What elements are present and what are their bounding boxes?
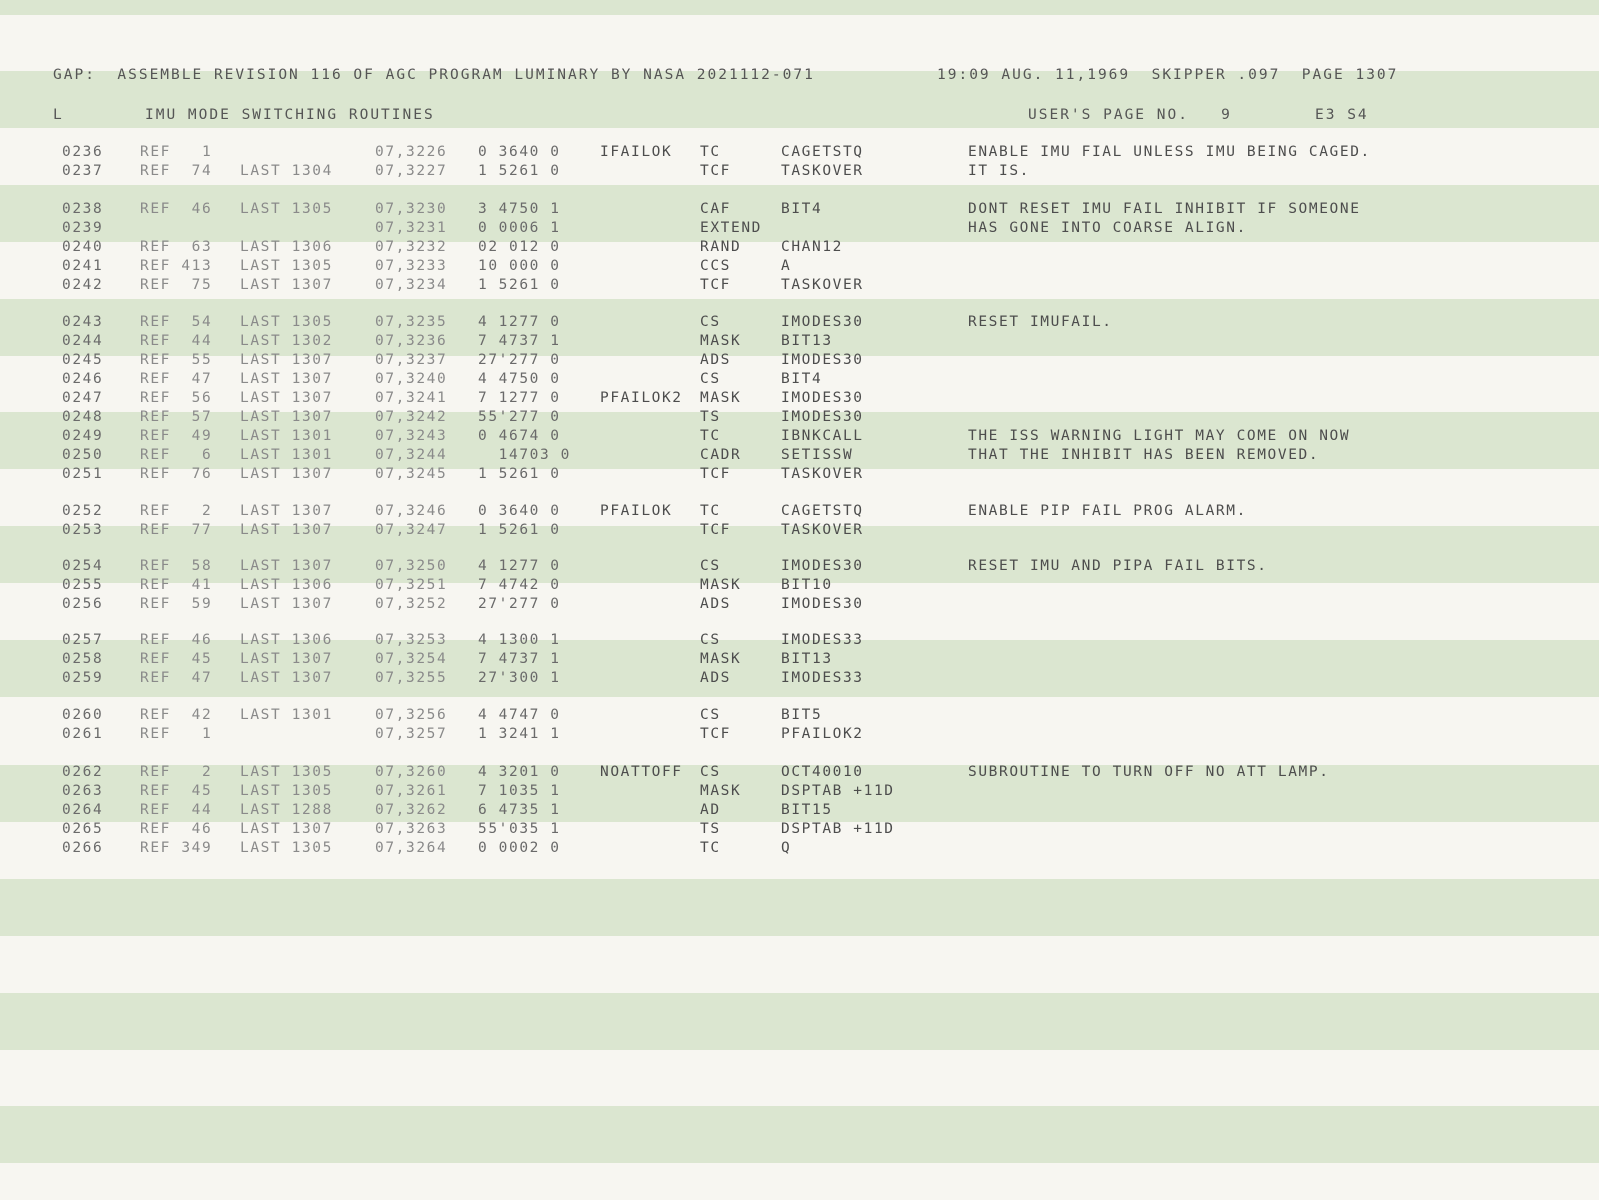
row-operand: CAGETSTQ (781, 503, 864, 519)
row-octal: 27'277 0 (478, 352, 561, 368)
row-comment: RESET IMUFAIL. (968, 314, 1113, 330)
row-line: 0258 (62, 651, 104, 667)
row-last: LAST 1288 (240, 802, 333, 818)
listing-row (0, 576, 1599, 595)
row-ref: REF 1 (140, 144, 213, 160)
row-op: TCF (700, 466, 731, 482)
row-last: LAST 1307 (240, 466, 333, 482)
row-line: 0249 (62, 428, 104, 444)
listing-row (0, 521, 1599, 540)
row-ref: REF 54 (140, 314, 213, 330)
listing-row (0, 313, 1599, 332)
row-last: LAST 1305 (240, 258, 333, 274)
row-octal: 0 4674 0 (478, 428, 561, 444)
row-comment: THE ISS WARNING LIGHT MAY COME ON NOW (968, 428, 1351, 444)
row-op: MASK (700, 783, 742, 799)
row-ref: REF 44 (140, 802, 213, 818)
row-ref: REF 59 (140, 596, 213, 612)
row-operand: TASKOVER (781, 277, 864, 293)
row-last: LAST 1301 (240, 447, 333, 463)
row-octal: 0 3640 0 (478, 503, 561, 519)
row-op: TCF (700, 522, 731, 538)
row-line: 0245 (62, 352, 104, 368)
paper-band (0, 1106, 1599, 1163)
row-octal: 4 1277 0 (478, 558, 561, 574)
row-octal: 7 4737 1 (478, 651, 561, 667)
row-operand: DSPTAB +11D (781, 783, 895, 799)
row-line: 0237 (62, 163, 104, 179)
row-line: 0251 (62, 466, 104, 482)
listing-row (0, 782, 1599, 801)
row-line: 0255 (62, 577, 104, 593)
row-octal: 0 0006 1 (478, 220, 561, 236)
listing-row (0, 257, 1599, 276)
row-last: LAST 1307 (240, 651, 333, 667)
row-addr: 07,3231 (375, 220, 448, 236)
row-last: LAST 1307 (240, 390, 333, 406)
row-octal: 02 012 0 (478, 239, 561, 255)
row-op: CS (700, 314, 721, 330)
row-addr: 07,3247 (375, 522, 448, 538)
listing-row (0, 631, 1599, 650)
row-ref: REF 46 (140, 201, 213, 217)
listing-row (0, 351, 1599, 370)
row-octal: 6 4735 1 (478, 802, 561, 818)
row-operand: IMODES30 (781, 352, 864, 368)
row-octal: 0 3640 0 (478, 144, 561, 160)
row-ref: REF 2 (140, 503, 213, 519)
row-operand: PFAILOK2 (781, 726, 864, 742)
row-op: CADR (700, 447, 742, 463)
row-line: 0261 (62, 726, 104, 742)
row-last: LAST 1306 (240, 239, 333, 255)
row-comment: THAT THE INHIBIT HAS BEEN REMOVED. (968, 447, 1320, 463)
row-last: LAST 1306 (240, 577, 333, 593)
row-last: LAST 1305 (240, 764, 333, 780)
listing-row (0, 502, 1599, 521)
row-op: CCS (700, 258, 731, 274)
listing-row (0, 219, 1599, 238)
row-addr: 07,3256 (375, 707, 448, 723)
row-operand: BIT10 (781, 577, 833, 593)
row-ref: REF 42 (140, 707, 213, 723)
row-operand: Q (781, 840, 792, 856)
row-op: TC (700, 503, 721, 519)
row-operand: BIT13 (781, 333, 833, 349)
row-octal: 3 4750 1 (478, 201, 561, 217)
listing-row (0, 706, 1599, 725)
row-last: LAST 1305 (240, 314, 333, 330)
row-last: LAST 1307 (240, 409, 333, 425)
listing-row (0, 427, 1599, 446)
row-octal: 7 1277 0 (478, 390, 561, 406)
row-comment: ENABLE PIP FAIL PROG ALARM. (968, 503, 1247, 519)
row-last: LAST 1301 (240, 707, 333, 723)
row-operand: IMODES30 (781, 558, 864, 574)
row-octal: 7 4742 0 (478, 577, 561, 593)
row-line: 0241 (62, 258, 104, 274)
row-ref: REF 76 (140, 466, 213, 482)
row-line: 0250 (62, 447, 104, 463)
listing-header (0, 66, 1599, 85)
header-timestamp-page: 19:09 AUG. 11,1969 SKIPPER .097 PAGE 1307 (937, 67, 1399, 83)
row-op: TS (700, 409, 721, 425)
row-operand: CAGETSTQ (781, 144, 864, 160)
row-operand: OCT40010 (781, 764, 864, 780)
row-last: LAST 1307 (240, 596, 333, 612)
row-op: RAND (700, 239, 742, 255)
row-operand: IMODES30 (781, 390, 864, 406)
row-operand: BIT5 (781, 707, 823, 723)
listing-row (0, 839, 1599, 858)
row-op: CS (700, 632, 721, 648)
row-comment: HAS GONE INTO COARSE ALIGN. (968, 220, 1247, 236)
row-ref: REF 2 (140, 764, 213, 780)
listing-row (0, 408, 1599, 427)
row-addr: 07,3245 (375, 466, 448, 482)
row-operand: IMODES33 (781, 632, 864, 648)
row-ref: REF 46 (140, 821, 213, 837)
row-op: CS (700, 707, 721, 723)
row-octal: 1 5261 0 (478, 163, 561, 179)
row-label: PFAILOK (600, 503, 673, 519)
row-operand: IMODES30 (781, 314, 864, 330)
row-octal: 1 5261 0 (478, 466, 561, 482)
row-octal: 10 000 0 (478, 258, 561, 274)
row-op: MASK (700, 390, 742, 406)
row-operand: TASKOVER (781, 163, 864, 179)
row-addr: 07,3250 (375, 558, 448, 574)
row-ref: REF 6 (140, 447, 213, 463)
listing-row (0, 276, 1599, 295)
row-line: 0239 (62, 220, 104, 236)
subheader-code: E3 S4 (1315, 107, 1369, 123)
row-comment: ENABLE IMU FIAL UNLESS IMU BEING CAGED. (968, 144, 1371, 160)
row-last: LAST 1307 (240, 670, 333, 686)
row-ref: REF 74 (140, 163, 213, 179)
row-last: LAST 1304 (240, 163, 333, 179)
row-ref: REF 49 (140, 428, 213, 444)
row-last: LAST 1307 (240, 821, 333, 837)
listing-row (0, 332, 1599, 351)
paper-band (0, 879, 1599, 936)
row-operand: TASKOVER (781, 522, 864, 538)
row-addr: 07,3226 (375, 144, 448, 160)
row-comment: IT IS. (968, 163, 1030, 179)
row-label: NOATTOFF (600, 764, 683, 780)
row-line: 0257 (62, 632, 104, 648)
row-addr: 07,3237 (375, 352, 448, 368)
header-assembly-title: GAP: ASSEMBLE REVISION 116 OF AGC PROGRAM LUMINARY BY NASA 2021112-071 (53, 67, 815, 83)
row-comment: SUBROUTINE TO TURN OFF NO ATT LAMP. (968, 764, 1330, 780)
row-op: ADS (700, 670, 731, 686)
subheader-label: L (53, 107, 64, 123)
row-line: 0266 (62, 840, 104, 856)
row-ref: REF 45 (140, 783, 213, 799)
listing-row (0, 465, 1599, 484)
paper-band (0, 0, 1599, 15)
row-label: IFAILOK (600, 144, 673, 160)
row-addr: 07,3262 (375, 802, 448, 818)
row-last: LAST 1307 (240, 503, 333, 519)
row-line: 0240 (62, 239, 104, 255)
row-op: TC (700, 840, 721, 856)
row-last: LAST 1307 (240, 522, 333, 538)
row-addr: 07,3253 (375, 632, 448, 648)
row-last: LAST 1306 (240, 632, 333, 648)
row-addr: 07,3232 (375, 239, 448, 255)
listing-row (0, 238, 1599, 257)
row-line: 0252 (62, 503, 104, 519)
row-ref: REF 41 (140, 577, 213, 593)
subheader-page-no: USER'S PAGE NO. 9 (1028, 107, 1232, 123)
listing-row (0, 389, 1599, 408)
row-last: LAST 1307 (240, 352, 333, 368)
row-label: PFAILOK2 (600, 390, 683, 406)
row-octal: 4 4750 0 (478, 371, 561, 387)
row-ref: REF 56 (140, 390, 213, 406)
row-line: 0254 (62, 558, 104, 574)
row-line: 0263 (62, 783, 104, 799)
row-addr: 07,3234 (375, 277, 448, 293)
row-operand: TASKOVER (781, 466, 864, 482)
row-last: LAST 1305 (240, 201, 333, 217)
paper-band (0, 993, 1599, 1050)
row-op: TCF (700, 726, 731, 742)
row-line: 0243 (62, 314, 104, 330)
listing-row (0, 595, 1599, 614)
listing-row (0, 763, 1599, 782)
row-operand: IMODES33 (781, 670, 864, 686)
row-addr: 07,3251 (375, 577, 448, 593)
row-ref: REF 47 (140, 371, 213, 387)
listing-row (0, 820, 1599, 839)
row-line: 0256 (62, 596, 104, 612)
listing-row (0, 200, 1599, 219)
row-octal: 7 4737 1 (478, 333, 561, 349)
row-op: TC (700, 144, 721, 160)
row-operand: A (781, 258, 792, 274)
row-ref: REF 55 (140, 352, 213, 368)
row-ref: REF 44 (140, 333, 213, 349)
listing-row (0, 446, 1599, 465)
listing-row (0, 143, 1599, 162)
row-octal: 27'300 1 (478, 670, 561, 686)
row-addr: 07,3235 (375, 314, 448, 330)
row-ref: REF 63 (140, 239, 213, 255)
row-ref: REF 77 (140, 522, 213, 538)
row-octal: 55'035 1 (478, 821, 561, 837)
row-op: TCF (700, 163, 731, 179)
subheader-title: IMU MODE SWITCHING ROUTINES (145, 107, 435, 123)
row-op: TCF (700, 277, 731, 293)
row-operand: BIT15 (781, 802, 833, 818)
row-op: AD (700, 802, 721, 818)
row-op: MASK (700, 651, 742, 667)
row-op: TS (700, 821, 721, 837)
row-comment: DONT RESET IMU FAIL INHIBIT IF SOMEONE (968, 201, 1361, 217)
row-ref: REF 47 (140, 670, 213, 686)
row-line: 0236 (62, 144, 104, 160)
row-addr: 07,3263 (375, 821, 448, 837)
row-line: 0264 (62, 802, 104, 818)
listing-row (0, 801, 1599, 820)
row-comment: RESET IMU AND PIPA FAIL BITS. (968, 558, 1268, 574)
row-operand: IMODES30 (781, 409, 864, 425)
row-last: LAST 1302 (240, 333, 333, 349)
row-addr: 07,3254 (375, 651, 448, 667)
row-octal: 1 5261 0 (478, 277, 561, 293)
row-line: 0262 (62, 764, 104, 780)
row-octal: 0 0002 0 (478, 840, 561, 856)
row-op: EXTEND (700, 220, 762, 236)
row-addr: 07,3264 (375, 840, 448, 856)
row-operand: CHAN12 (781, 239, 843, 255)
listing-row (0, 669, 1599, 688)
row-operand: SETISSW (781, 447, 854, 463)
row-addr: 07,3233 (375, 258, 448, 274)
row-ref: REF 57 (140, 409, 213, 425)
row-line: 0242 (62, 277, 104, 293)
row-last: LAST 1301 (240, 428, 333, 444)
row-octal: 4 1277 0 (478, 314, 561, 330)
row-ref: REF 58 (140, 558, 213, 574)
row-addr: 07,3230 (375, 201, 448, 217)
row-operand: BIT13 (781, 651, 833, 667)
row-line: 0244 (62, 333, 104, 349)
row-last: LAST 1307 (240, 277, 333, 293)
row-line: 0260 (62, 707, 104, 723)
row-line: 0253 (62, 522, 104, 538)
row-addr: 07,3261 (375, 783, 448, 799)
row-addr: 07,3243 (375, 428, 448, 444)
row-op: CS (700, 764, 721, 780)
row-ref: REF 45 (140, 651, 213, 667)
listing-row (0, 370, 1599, 389)
row-octal: 4 4747 0 (478, 707, 561, 723)
row-ref: REF 1 (140, 726, 213, 742)
row-octal: 1 5261 0 (478, 522, 561, 538)
row-addr: 07,3255 (375, 670, 448, 686)
row-operand: IMODES30 (781, 596, 864, 612)
listing-row (0, 725, 1599, 744)
row-addr: 07,3246 (375, 503, 448, 519)
row-last: LAST 1307 (240, 558, 333, 574)
row-addr: 07,3236 (375, 333, 448, 349)
row-addr: 07,3257 (375, 726, 448, 742)
row-operand: DSPTAB +11D (781, 821, 895, 837)
listing-row (0, 557, 1599, 576)
row-op: MASK (700, 333, 742, 349)
row-operand: BIT4 (781, 201, 823, 217)
row-line: 0246 (62, 371, 104, 387)
row-op: TC (700, 428, 721, 444)
row-line: 0259 (62, 670, 104, 686)
row-ref: REF 46 (140, 632, 213, 648)
row-octal: 55'277 0 (478, 409, 561, 425)
row-octal: 27'277 0 (478, 596, 561, 612)
row-addr: 07,3240 (375, 371, 448, 387)
row-op: ADS (700, 596, 731, 612)
listing-row (0, 162, 1599, 181)
row-op: CS (700, 558, 721, 574)
row-octal: 7 1035 1 (478, 783, 561, 799)
row-line: 0247 (62, 390, 104, 406)
row-ref: REF 413 (140, 258, 213, 274)
row-line: 0248 (62, 409, 104, 425)
row-last: LAST 1305 (240, 840, 333, 856)
row-octal: 14703 0 (478, 447, 571, 463)
row-octal: 4 1300 1 (478, 632, 561, 648)
row-ref: REF 349 (140, 840, 213, 856)
row-op: CS (700, 371, 721, 387)
row-last: LAST 1307 (240, 371, 333, 387)
row-octal: 4 3201 0 (478, 764, 561, 780)
listing-subheader (0, 106, 1599, 125)
row-addr: 07,3241 (375, 390, 448, 406)
listing-row (0, 650, 1599, 669)
row-op: ADS (700, 352, 731, 368)
row-octal: 1 3241 1 (478, 726, 561, 742)
row-addr: 07,3242 (375, 409, 448, 425)
row-addr: 07,3260 (375, 764, 448, 780)
row-addr: 07,3244 (375, 447, 448, 463)
row-op: CAF (700, 201, 731, 217)
row-line: 0265 (62, 821, 104, 837)
row-addr: 07,3227 (375, 163, 448, 179)
row-last: LAST 1305 (240, 783, 333, 799)
row-operand: BIT4 (781, 371, 823, 387)
row-line: 0238 (62, 201, 104, 217)
row-ref: REF 75 (140, 277, 213, 293)
row-addr: 07,3252 (375, 596, 448, 612)
row-op: MASK (700, 577, 742, 593)
row-operand: IBNKCALL (781, 428, 864, 444)
